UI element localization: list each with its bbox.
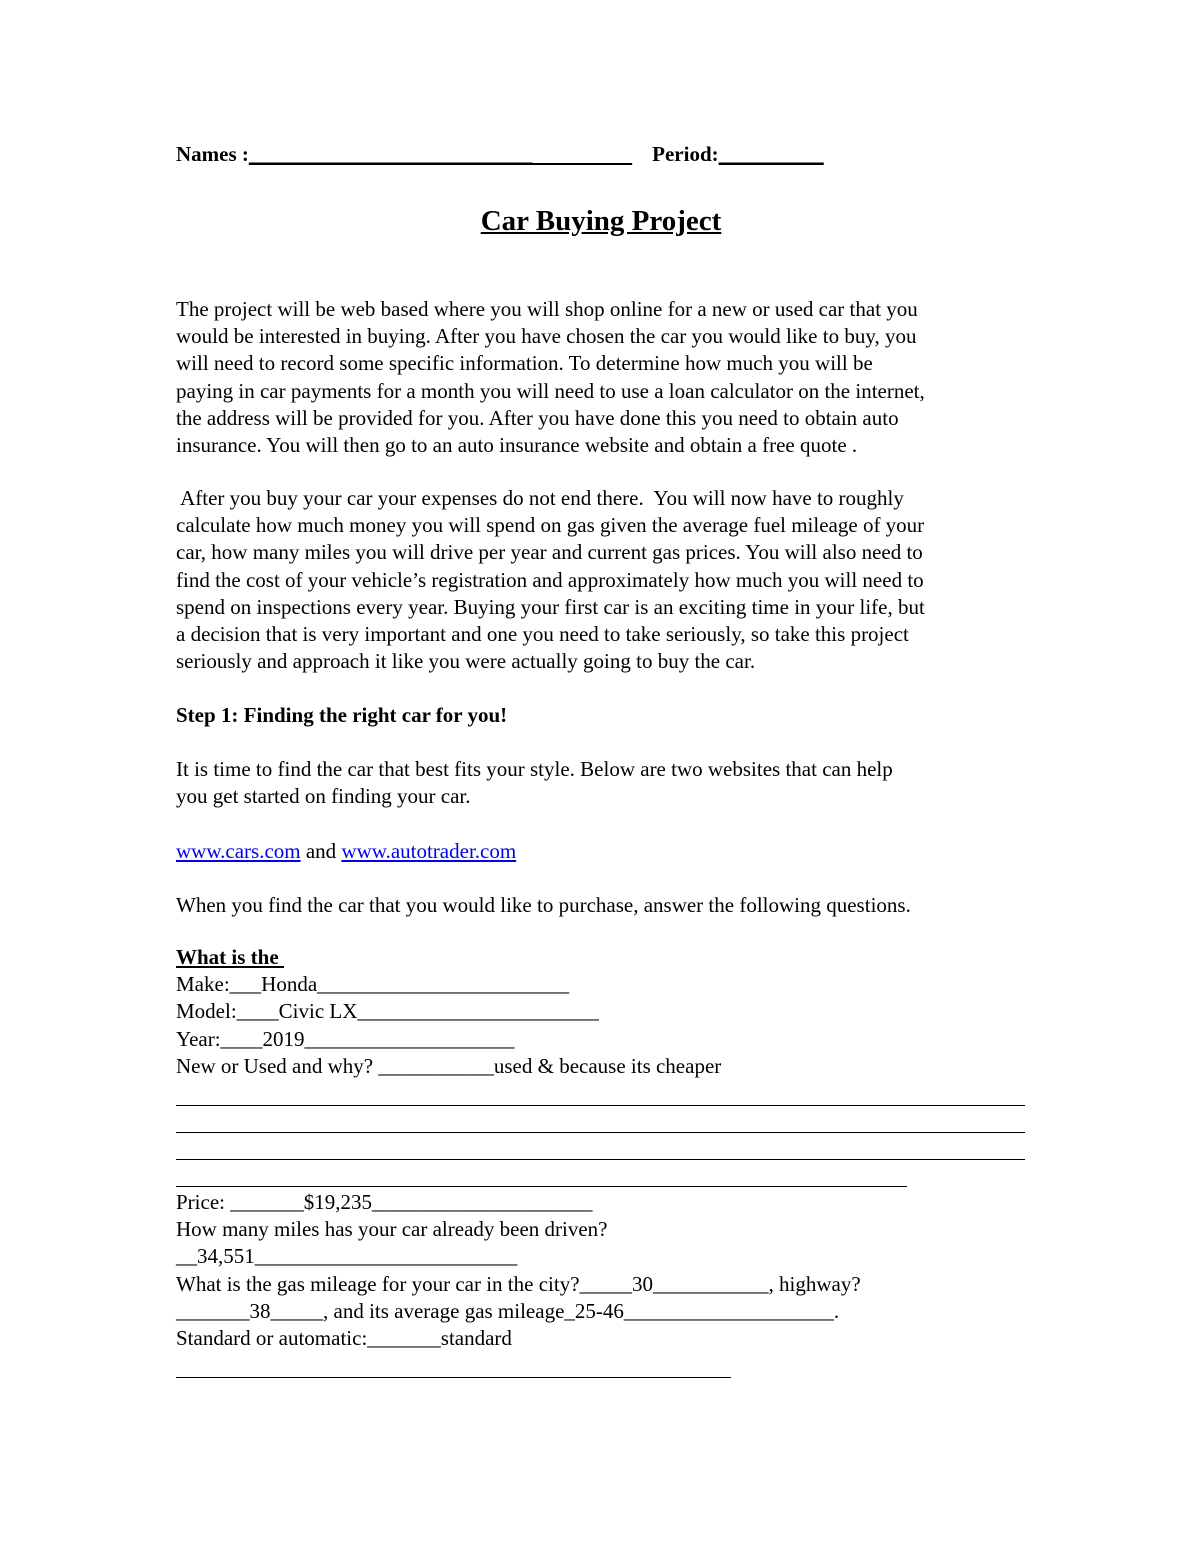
period-label: Period:	[652, 142, 719, 166]
step1-heading: Step 1: Finding the right car for you!	[176, 703, 508, 727]
step1-text	[176, 756, 1026, 810]
intro-line: paying in car payments for a month you will need to use a loan calculator on the internet,	[176, 378, 925, 403]
answer-line[interactable]	[176, 1105, 1025, 1106]
model-field[interactable]: Model:____Civic LX_______________________	[176, 999, 599, 1024]
intro-line: insurance. You will then go to an auto insurance website and obtain a free quote .	[176, 433, 858, 458]
answer-line[interactable]	[176, 1186, 907, 1187]
autotrader-link[interactable]: www.autotrader.com	[341, 839, 517, 863]
intro-line: would be interested in buying. After you have chosen the car you would like to buy, you	[176, 324, 917, 349]
make-field[interactable]: Make:___Honda________________________	[176, 972, 570, 997]
intro-line: The project will be web based where you will shop online for a new or used car that you	[176, 297, 918, 321]
expenses-line: a decision that is very important and one you need to take seriously, so take this project	[176, 622, 909, 647]
names-label: Names :	[176, 142, 249, 166]
intro-line: will need to record some specific information. To determine how much you will be	[176, 351, 873, 376]
miles-question: How many miles has your car already been driven?	[176, 1217, 608, 1242]
intro-paragraph	[176, 296, 1026, 459]
expenses-line: After you buy your car your expenses do not end there. You will now have to roughly	[176, 486, 904, 510]
expenses-line: calculate how much money you will spend on gas given the average fuel mileage of your	[176, 513, 925, 538]
website-links	[176, 838, 1026, 865]
page-title: Car Buying Project	[480, 205, 722, 237]
car-details-form	[176, 944, 721, 1080]
price-field[interactable]: Price: _______$19,235_____________________	[176, 1190, 593, 1214]
and-text: and	[300, 839, 342, 863]
miles-answer-field[interactable]: __34,551_________________________	[176, 1244, 518, 1269]
car-details-form-continued	[176, 1189, 861, 1352]
expenses-line: spend on inspections every year. Buying your first car is an exciting time in your life, but	[176, 594, 925, 619]
answer-line[interactable]	[176, 1132, 1025, 1133]
website-links-line	[176, 838, 1026, 865]
expenses-line: find the cost of your vehicle’s registration and approximately how much you will need to	[176, 567, 924, 592]
names-blank-extension	[532, 142, 632, 166]
expenses-line: car, how many miles you will drive per year and current gas prices. You will also need to	[176, 540, 923, 565]
new-used-field[interactable]: New or Used and why? ___________used & because its cheaper	[176, 1053, 722, 1078]
expenses-paragraph	[176, 485, 1026, 675]
answer-line[interactable]	[176, 1377, 731, 1378]
gas-mileage-highway-field[interactable]: _______38_____, and its average gas mileage_25-46____________________.	[176, 1298, 840, 1323]
names-blank[interactable]: ___________________________	[248, 142, 533, 166]
step1-text-line: you get started on finding your car.	[176, 784, 471, 809]
gas-mileage-city-field[interactable]: What is the gas mileage for your car in the city?_____30___________, highway?	[176, 1271, 861, 1296]
cars-com-link[interactable]: www.cars.com	[176, 839, 301, 863]
period-blank[interactable]: __________	[718, 142, 824, 166]
step1-text-line: It is time to find the car that best fits your style. Below are two websites that can help	[176, 757, 893, 781]
expenses-line: seriously and approach it like you were actually going to buy the car.	[176, 649, 756, 674]
answer-line[interactable]	[176, 1159, 1025, 1160]
intro-line: the address will be provided for you. After you have done this you need to obtain auto	[176, 405, 899, 430]
year-field[interactable]: Year:____2019____________________	[176, 1026, 515, 1051]
form-heading: What is the	[176, 945, 284, 969]
header-line	[176, 142, 824, 167]
instructions-line: When you find the car that you would like to purchase, answer the following questions.	[176, 893, 911, 917]
transmission-field[interactable]: Standard or automatic:_______standard	[176, 1326, 512, 1351]
instructions-text	[176, 892, 1026, 919]
